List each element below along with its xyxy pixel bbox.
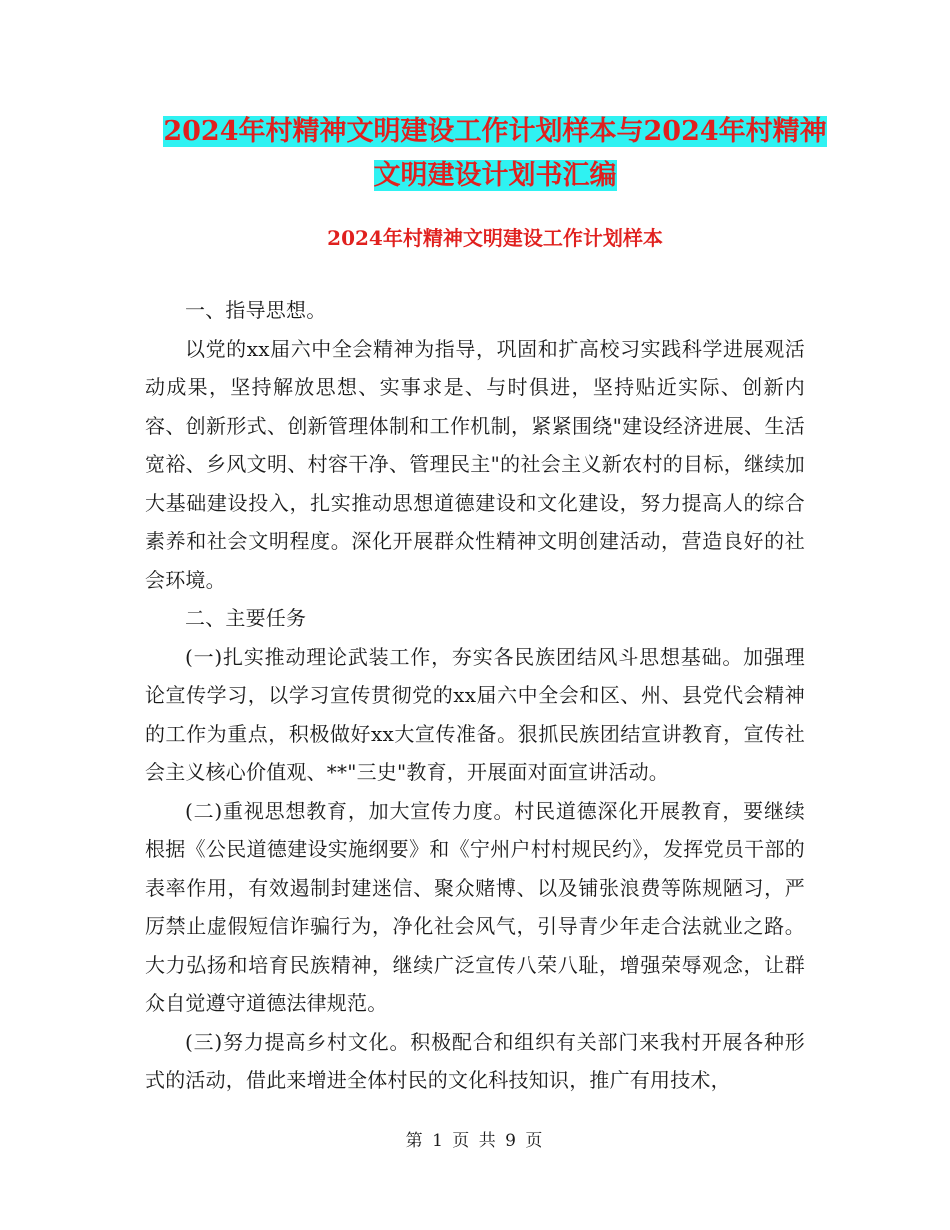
document-title-line-2	[140, 152, 850, 200]
document-title-line-1	[140, 108, 850, 156]
title-highlight: 文明建设计划书汇编	[373, 160, 617, 191]
title-highlight: 2024年村精神文明建设工作计划样本与2024年村精神	[163, 116, 827, 147]
paragraph-guiding-ideology: 以党的xx届六中全会精神为指导，巩固和扩高校习实践科学进展观活动成果，坚持解放思想、实事求是、与时俱进，坚持贴近实际、创新内容、创新形式、创新管理体制和工作机制，紧紧围绕"建设经济进展、生活宽裕、乡风文明、村容干净、管理民主"的社会主义新农村的目标，继续加大基础建设投入，扎实推动思想道德建设和文化建设，努力提高人的综合素养和社会文明程度。深化开展群众性精神文明创建活动，营造良好的社会环境。	[145, 336, 805, 592]
heading-guiding-ideology: 一、指导思想。	[185, 298, 327, 322]
heading-main-tasks: 二、主要任务	[185, 606, 307, 630]
paragraph-task-3: (三)努力提高乡村文化。积极配合和组织有关部门来我村开展各种形式的活动，借此来增进全体村民的文化科技知识，推广有用技术，	[145, 1029, 805, 1092]
page-number-footer: 第 1 页 共 9 页	[405, 1131, 545, 1151]
document-body	[145, 291, 805, 1100]
paragraph-task-1: (一)扎实推动理论武装工作，夯实各民族团结风斗思想基础。加强理论宣传学习，以学习宣传贯彻党的xx届六中全会和区、州、县党代会精神的工作为重点，积极做好xx大宣传准备。狠抓民族团结宣讲教育，宣传社会主义核心价值观、**"三史"教育，开展面对面宣讲活动。	[145, 644, 805, 784]
paragraph-task-2: (二)重视思想教育，加大宣传力度。村民道德深化开展教育，要继续根据《公民道德建设实施纲要》和《宁州户村村规民约》，发挥党员干部的表率作用，有效遏制封建迷信、聚众赌博、以及铺张浪费等陈规陋习，严厉禁止虚假短信诈骗行为，净化社会风气，引导青少年走合法就业之路。大力弘扬和培育民族精神，继续广泛宣传八荣八耻，增强荣辱观念，让群众自觉遵守道德法律规范。	[145, 798, 805, 1015]
section-title: 2024年村精神文明建设工作计划样本	[327, 226, 663, 250]
